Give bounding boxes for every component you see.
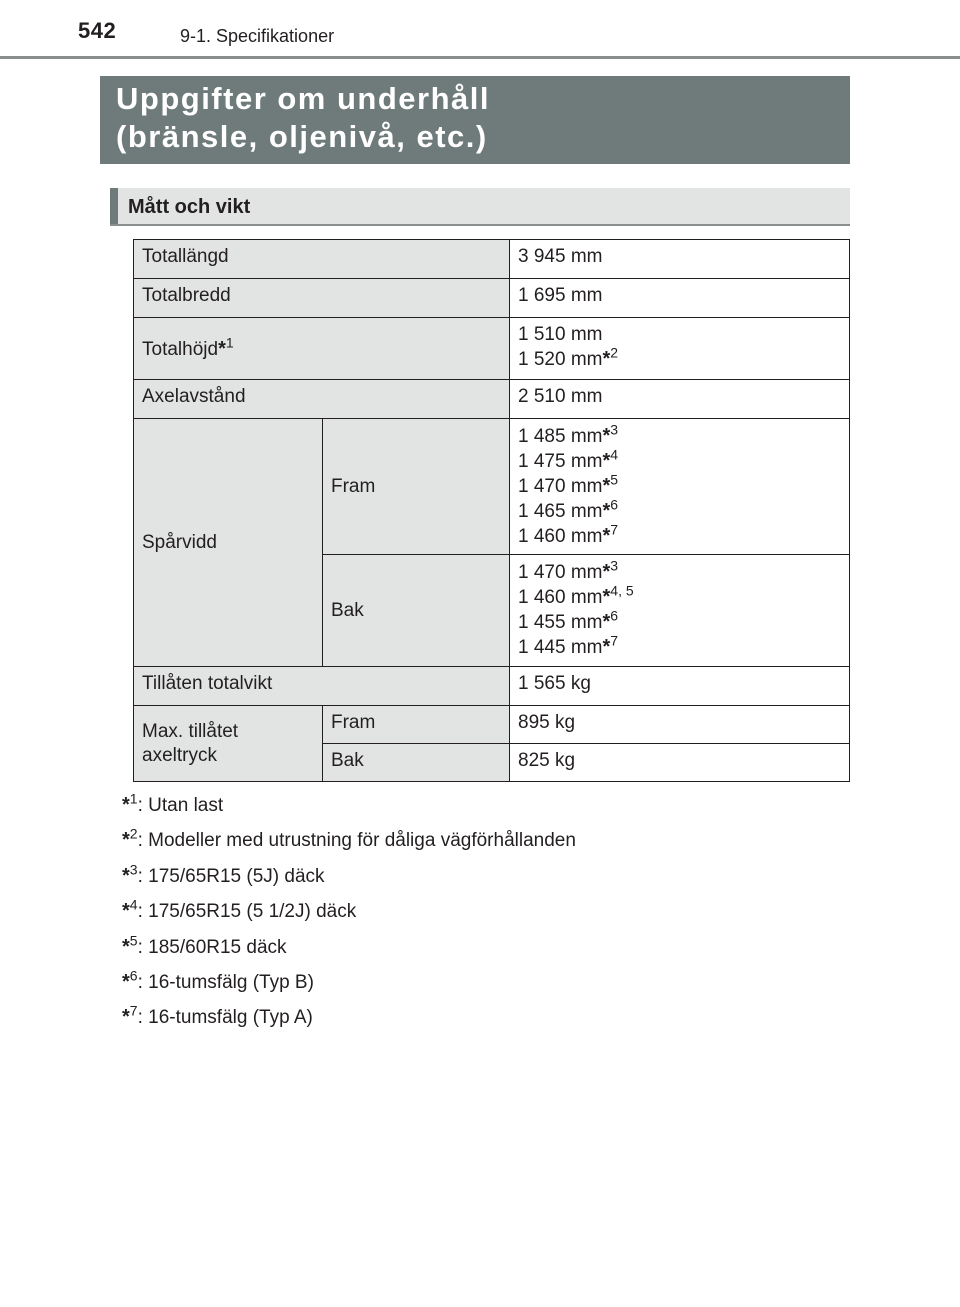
- row-value: [510, 419, 850, 555]
- footnotes: [122, 790, 576, 1038]
- value-line: [518, 421, 841, 449]
- value-line: [518, 496, 841, 524]
- header-divider: [0, 56, 960, 59]
- footnote-asterisk: *: [122, 794, 130, 816]
- footnote-mark: 6: [129, 967, 138, 984]
- footnote-text: : 175/65R15 (5 1/2J) däck: [137, 901, 357, 923]
- value-line: [518, 557, 841, 585]
- footnote-asterisk: *: [122, 900, 130, 923]
- table-row: [134, 419, 850, 555]
- footnote: [122, 790, 576, 825]
- footnote-asterisk: *: [602, 561, 611, 583]
- footnote-mark: 5: [129, 932, 138, 949]
- value-text: 1 465 mm: [518, 501, 603, 522]
- row-value: 2 510 mm: [510, 380, 850, 419]
- footnote: [122, 932, 576, 967]
- row-label: Totalbredd: [134, 279, 510, 318]
- footnote-asterisk: *: [122, 864, 130, 887]
- footnote-mark: 4: [129, 896, 138, 913]
- footnote-asterisk: *: [602, 450, 611, 472]
- footnote-mark: 1: [129, 790, 138, 807]
- footnote-asterisk: *: [122, 829, 130, 852]
- footnote-asterisk: *: [122, 1006, 130, 1029]
- row-label: Tillåten totalvikt: [134, 667, 510, 706]
- footnote-asterisk: *: [602, 348, 611, 370]
- footnote-ref: 6: [610, 607, 619, 624]
- footnote-asterisk: *: [122, 935, 130, 958]
- row-label-line: axeltryck: [142, 745, 217, 766]
- footnote-ref: 7: [610, 521, 619, 538]
- footnote-ref: 1: [225, 334, 234, 351]
- table-row: [134, 279, 850, 318]
- footnote-mark: 3: [129, 861, 138, 878]
- table-row: [134, 318, 850, 380]
- value-line: [518, 607, 841, 635]
- footnote-text: : 175/65R15 (5J) däck: [137, 865, 325, 887]
- value-text: 1 470 mm: [518, 562, 603, 583]
- footnote-ref: 3: [610, 421, 619, 438]
- footnote-ref: 2: [610, 344, 619, 361]
- page-number: 542: [78, 18, 117, 43]
- footnote-asterisk: *: [602, 525, 611, 547]
- footnote: [122, 967, 576, 1002]
- value-line: [518, 344, 841, 372]
- footnote: [122, 896, 576, 931]
- page-title-line-1: Uppgifter om underhåll: [116, 81, 490, 116]
- sub-label: Fram: [323, 419, 510, 555]
- row-value: 895 kg: [510, 706, 850, 744]
- footnote-asterisk: *: [602, 475, 611, 497]
- row-label: Spårvidd: [134, 419, 323, 667]
- value-line: 1 510 mm: [518, 324, 603, 345]
- footnote-asterisk: *: [602, 636, 611, 658]
- dimensions-weight-table: [133, 239, 850, 782]
- value-text: 1 485 mm: [518, 426, 603, 447]
- value-text: 1 455 mm: [518, 612, 603, 633]
- footnote-asterisk: *: [602, 500, 611, 522]
- section-heading-label: Mått och vikt: [128, 196, 251, 218]
- footnote-text: : Modeller med utrustning för dåliga vägförhållanden: [137, 830, 576, 852]
- section-heading: [110, 188, 850, 226]
- value-line: [518, 632, 841, 660]
- footnote: [122, 825, 576, 860]
- table-row: [134, 380, 850, 419]
- footnote-asterisk: *: [602, 611, 611, 633]
- value-line: [518, 521, 841, 549]
- value-line: [518, 582, 841, 610]
- footnote-ref: 4: [610, 446, 619, 463]
- sub-label: Bak: [323, 744, 510, 782]
- footnote-text: : 185/60R15 däck: [137, 936, 287, 958]
- table-row: [134, 240, 850, 279]
- row-label-text: Totalhöjd: [142, 338, 219, 360]
- footnote-ref: 4, 5: [610, 582, 634, 599]
- section-heading-marker: [110, 188, 118, 224]
- row-value: [510, 318, 850, 380]
- table-row: [134, 667, 850, 706]
- row-value: 1 695 mm: [510, 279, 850, 318]
- footnote-asterisk: *: [218, 337, 226, 360]
- sub-label: Bak: [323, 555, 510, 667]
- value-text: 1 520 mm: [518, 349, 603, 370]
- row-label: Totallängd: [134, 240, 510, 279]
- row-label-line: Max. tillåtet: [142, 721, 239, 742]
- value-text: 1 445 mm: [518, 637, 603, 658]
- footnote-mark: 7: [129, 1003, 138, 1020]
- footnote-text: : 16-tumsfälg (Typ A): [137, 1007, 313, 1029]
- footnote: [122, 1002, 576, 1037]
- table-row: [134, 706, 850, 744]
- value-text: 1 475 mm: [518, 451, 603, 472]
- footnote: [122, 861, 576, 896]
- value-text: 1 460 mm: [518, 587, 603, 608]
- value-line: [518, 471, 841, 499]
- value-line: [518, 446, 841, 474]
- value-text: 1 470 mm: [518, 476, 603, 497]
- page-title-line-2: (bränsle, oljenivå, etc.): [116, 119, 488, 154]
- value-text: 1 460 mm: [518, 526, 603, 547]
- footnote-asterisk: *: [602, 586, 611, 608]
- footnote-text: : Utan last: [137, 795, 224, 816]
- row-value: [510, 555, 850, 667]
- footnote-ref: 3: [610, 557, 619, 574]
- row-label: [134, 318, 510, 380]
- footnote-text: : 16-tumsfälg (Typ B): [137, 971, 314, 993]
- row-value: 3 945 mm: [510, 240, 850, 279]
- footnote-asterisk: *: [602, 425, 611, 447]
- footnote-ref: 7: [610, 632, 619, 649]
- row-label: [134, 706, 323, 782]
- row-label: Axelavstånd: [134, 380, 510, 419]
- footnote-mark: 2: [129, 826, 138, 843]
- footnote-ref: 5: [610, 471, 619, 488]
- page-title: [100, 76, 850, 164]
- chapter-title: 9-1. Specifikationer: [180, 26, 335, 46]
- row-value: 1 565 kg: [510, 667, 850, 706]
- row-value: 825 kg: [510, 744, 850, 782]
- footnote-asterisk: *: [122, 970, 130, 993]
- footnote-ref: 6: [610, 496, 619, 513]
- sub-label: Fram: [323, 706, 510, 744]
